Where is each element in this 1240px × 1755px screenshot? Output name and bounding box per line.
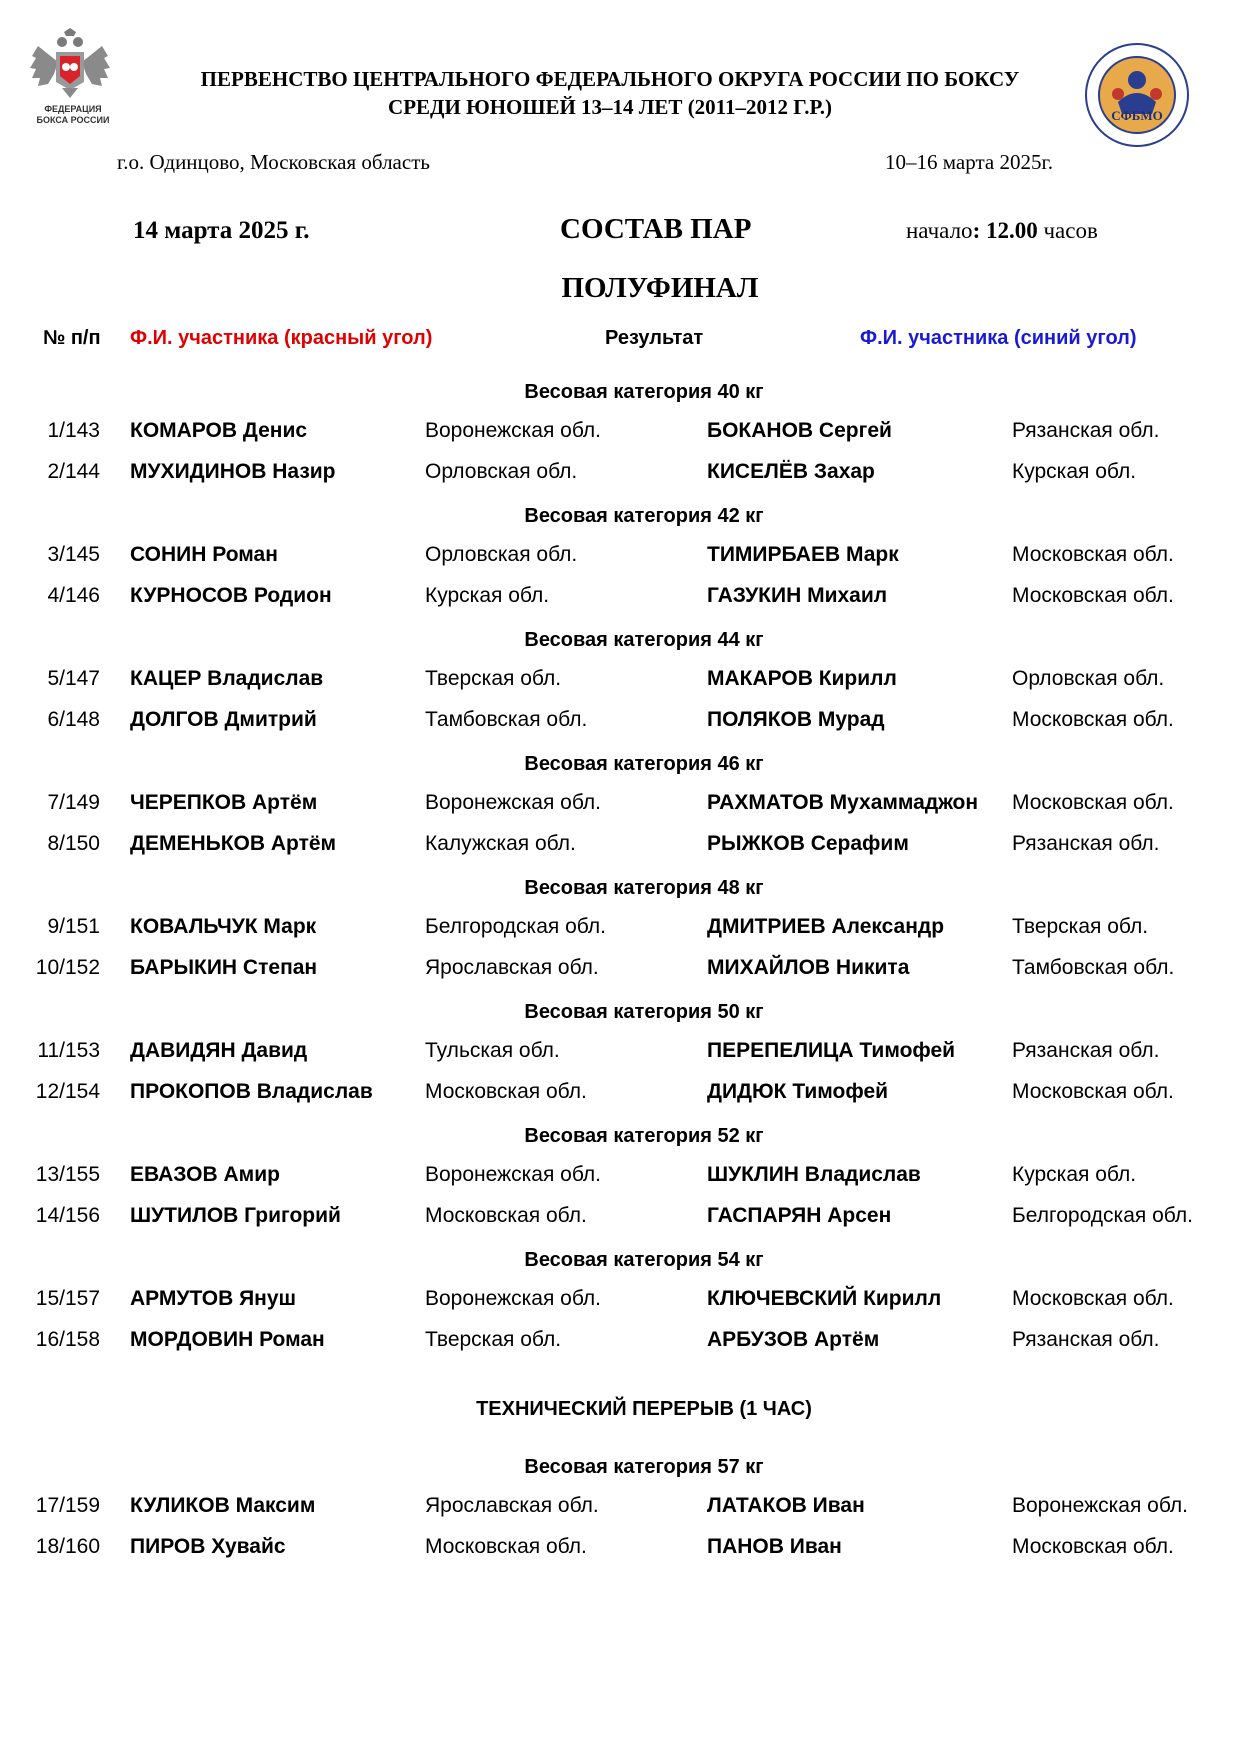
technical-break-notice: ТЕХНИЧЕСКИЙ ПЕРЕРЫВ (1 ЧАС)	[476, 1398, 812, 1420]
column-header-blue-corner: Ф.И. участника (синий угол)	[860, 327, 1137, 349]
red-corner-name: ШУТИЛОВ Григорий	[130, 1204, 341, 1227]
red-corner-region: Воронежская обл.	[425, 1287, 602, 1310]
blue-corner-region: Тамбовская обл.	[1012, 956, 1175, 979]
blue-corner-region: Рязанская обл.	[1012, 832, 1160, 855]
event-dates: 10–16 марта 2025г.	[885, 150, 1053, 174]
blue-corner-name: КЛЮЧЕВСКИЙ Кирилл	[707, 1287, 942, 1310]
blue-corner-region: Рязанская обл.	[1012, 1328, 1160, 1351]
red-corner-region: Московская обл.	[425, 1535, 587, 1558]
bout-number: 14/156	[35, 1204, 100, 1227]
stage-title: ПОЛУФИНАЛ	[561, 272, 759, 304]
boxing-federation-logo	[28, 26, 112, 136]
bout-row	[0, 667, 1240, 697]
column-header-red-corner: Ф.И. участника (красный угол)	[130, 327, 433, 349]
blue-corner-region: Курская обл.	[1012, 460, 1137, 483]
bout-row	[0, 1328, 1240, 1358]
red-corner-name: ПИРОВ Хувайс	[130, 1535, 286, 1558]
bout-row	[0, 1080, 1240, 1110]
blue-corner-region: Московская обл.	[1012, 791, 1174, 814]
weight-category-header: Весовая категория 44 кг	[524, 629, 764, 651]
red-corner-region: Белгородская обл.	[425, 915, 606, 938]
bout-row	[0, 584, 1240, 614]
red-corner-name: КУРНОСОВ Родион	[130, 584, 332, 607]
bout-row	[0, 832, 1240, 862]
red-corner-region: Ярославская обл.	[425, 1494, 599, 1517]
bout-row	[0, 956, 1240, 986]
red-corner-name: МОРДОВИН Роман	[130, 1328, 325, 1351]
bout-number: 17/159	[35, 1494, 100, 1517]
red-corner-name: ЕВАЗОВ Амир	[130, 1163, 280, 1186]
start-time	[906, 218, 1098, 244]
blue-corner-name: БОКАНОВ Сергей	[707, 419, 892, 442]
weight-category-header: Весовая категория 46 кг	[524, 753, 764, 775]
bout-number: 2/144	[47, 460, 100, 483]
bout-number: 10/152	[35, 956, 100, 979]
red-corner-region: Орловская обл.	[425, 543, 578, 566]
bout-number: 13/155	[35, 1163, 100, 1186]
red-corner-name: АРМУТОВ Януш	[130, 1287, 297, 1310]
bout-row	[0, 791, 1240, 821]
red-corner-name: ДЕМЕНЬКОВ Артём	[130, 832, 337, 855]
bout-row	[0, 1287, 1240, 1317]
red-corner-region: Московская обл.	[425, 1080, 587, 1103]
sfbmo-logo-text: СФБМО	[1111, 108, 1163, 123]
bout-number: 3/145	[47, 543, 100, 566]
blue-corner-name: РАХМАТОВ Мухаммаджон	[707, 791, 979, 814]
start-time-value: : 12.00	[972, 218, 1038, 243]
blue-corner-name: ПЕРЕПЕЛИЦА Тимофей	[707, 1039, 956, 1062]
weight-category-header: Весовая категория 42 кг	[524, 505, 764, 527]
red-corner-name: КОМАРОВ Денис	[130, 419, 308, 442]
bout-number: 18/160	[35, 1535, 100, 1558]
bout-row	[0, 460, 1240, 490]
blue-corner-name: ДМИТРИЕВ Александр	[707, 915, 945, 938]
red-corner-name: КОВАЛЬЧУК Марк	[130, 915, 317, 938]
red-corner-region: Воронежская обл.	[425, 791, 602, 814]
weight-category-header: Весовая категория 57 кг	[524, 1456, 764, 1478]
blue-corner-name: МАКАРОВ Кирилл	[707, 667, 897, 690]
blue-corner-region: Рязанская обл.	[1012, 419, 1160, 442]
red-corner-name: ПРОКОПОВ Владислав	[130, 1080, 373, 1103]
blue-corner-name: ЛАТАКОВ Иван	[707, 1494, 865, 1517]
blue-corner-name: РЫЖКОВ Серафим	[707, 832, 909, 855]
blue-corner-name: ПОЛЯКОВ Мурад	[707, 708, 885, 731]
start-unit: часов	[1043, 218, 1098, 243]
blue-corner-name: ТИМИРБАЕВ Марк	[707, 543, 899, 566]
red-corner-name: МУХИДИНОВ Назир	[130, 460, 336, 483]
bout-number: 8/150	[47, 832, 100, 855]
blue-corner-name: ГАЗУКИН Михаил	[707, 584, 888, 607]
bout-number: 12/154	[35, 1080, 100, 1103]
red-corner-region: Воронежская обл.	[425, 419, 602, 442]
column-header-number: № п/п	[43, 327, 101, 349]
bout-number: 11/153	[37, 1039, 100, 1062]
red-corner-region: Тверская обл.	[425, 1328, 562, 1351]
blue-corner-name: КИСЕЛЁВ Захар	[707, 460, 875, 483]
bout-number: 5/147	[47, 667, 100, 690]
weight-category-header: Весовая категория 48 кг	[524, 877, 764, 899]
blue-corner-region: Московская обл.	[1012, 543, 1174, 566]
red-corner-name: ЧЕРЕПКОВ Артём	[130, 791, 318, 814]
blue-corner-name: ПАНОВ Иван	[707, 1535, 842, 1558]
bout-row	[0, 1204, 1240, 1234]
blue-corner-region: Курская обл.	[1012, 1163, 1137, 1186]
blue-corner-region: Московская обл.	[1012, 1535, 1174, 1558]
bout-day: 14 марта 2025 г.	[133, 217, 310, 244]
red-corner-region: Калужская обл.	[425, 832, 576, 855]
blue-corner-region: Московская обл.	[1012, 708, 1174, 731]
championship-title-line1: ПЕРВЕНСТВО ЦЕНТРАЛЬНОГО ФЕДЕРАЛЬНОГО ОКРУГА РОССИИ ПО БОКСУ	[200, 67, 1020, 91]
red-corner-name: СОНИН Роман	[130, 543, 278, 566]
blue-corner-region: Белгородская обл.	[1012, 1204, 1193, 1227]
red-corner-region: Воронежская обл.	[425, 1163, 602, 1186]
red-corner-region: Московская обл.	[425, 1204, 587, 1227]
column-header-result: Результат	[605, 327, 704, 349]
document-title: СОСТАВ ПАР	[560, 213, 752, 245]
red-corner-region: Тамбовская обл.	[425, 708, 588, 731]
start-label: начало	[906, 218, 973, 243]
bout-number: 9/151	[47, 915, 100, 938]
blue-corner-name: МИХАЙЛОВ Никита	[707, 956, 910, 979]
red-corner-region: Ярославская обл.	[425, 956, 599, 979]
blue-corner-region: Орловская обл.	[1012, 667, 1165, 690]
event-location: г.о. Одинцово, Московская область	[117, 150, 430, 174]
weight-category-header: Весовая категория 50 кг	[524, 1001, 764, 1023]
blue-corner-name: ШУКЛИН Владислав	[707, 1163, 921, 1186]
weight-category-header: Весовая категория 40 кг	[524, 381, 764, 403]
blue-corner-region: Тверская обл.	[1012, 915, 1149, 938]
bout-number: 1/143	[47, 419, 100, 442]
blue-corner-name: ДИДЮК Тимофей	[707, 1080, 889, 1103]
blue-corner-region: Московская обл.	[1012, 584, 1174, 607]
bout-number: 16/158	[35, 1328, 100, 1351]
blue-corner-region: Московская обл.	[1012, 1080, 1174, 1103]
bout-row	[0, 708, 1240, 738]
blue-corner-region: Воронежская обл.	[1012, 1494, 1189, 1517]
red-corner-name: БАРЫКИН Степан	[130, 956, 318, 979]
bout-row	[0, 419, 1240, 449]
boxing-federation-caption: ФЕДЕРАЦИЯ БОКСА РОССИИ	[36, 104, 110, 125]
bout-row	[0, 1163, 1240, 1193]
red-corner-name: КУЛИКОВ Максим	[130, 1494, 316, 1517]
bout-number: 7/149	[47, 791, 100, 814]
bout-row	[0, 1039, 1240, 1069]
weight-category-header: Весовая категория 54 кг	[524, 1249, 764, 1271]
bout-row	[0, 543, 1240, 573]
blue-corner-region: Московская обл.	[1012, 1287, 1174, 1310]
red-corner-name: ДОЛГОВ Дмитрий	[130, 708, 317, 731]
bout-number: 4/146	[47, 584, 100, 607]
weight-category-header: Весовая категория 52 кг	[524, 1125, 764, 1147]
bout-number: 6/148	[47, 708, 100, 731]
blue-corner-region: Рязанская обл.	[1012, 1039, 1160, 1062]
bout-row	[0, 1535, 1240, 1565]
red-corner-name: КАЦЕР Владислав	[130, 667, 324, 690]
championship-title-line2: СРЕДИ ЮНОШЕЙ 13–14 ЛЕТ (2011–2012 Г.Р.)	[388, 95, 832, 119]
red-corner-region: Орловская обл.	[425, 460, 578, 483]
bout-row	[0, 915, 1240, 945]
bout-row	[0, 1494, 1240, 1524]
red-corner-region: Тульская обл.	[425, 1039, 560, 1062]
red-corner-name: ДАВИДЯН Давид	[130, 1039, 308, 1062]
bout-number: 15/157	[35, 1287, 100, 1310]
blue-corner-name: ГАСПАРЯН Арсен	[707, 1204, 892, 1227]
red-corner-region: Тверская обл.	[425, 667, 562, 690]
red-corner-region: Курская обл.	[425, 584, 550, 607]
blue-corner-name: АРБУЗОВ Артём	[707, 1328, 880, 1351]
